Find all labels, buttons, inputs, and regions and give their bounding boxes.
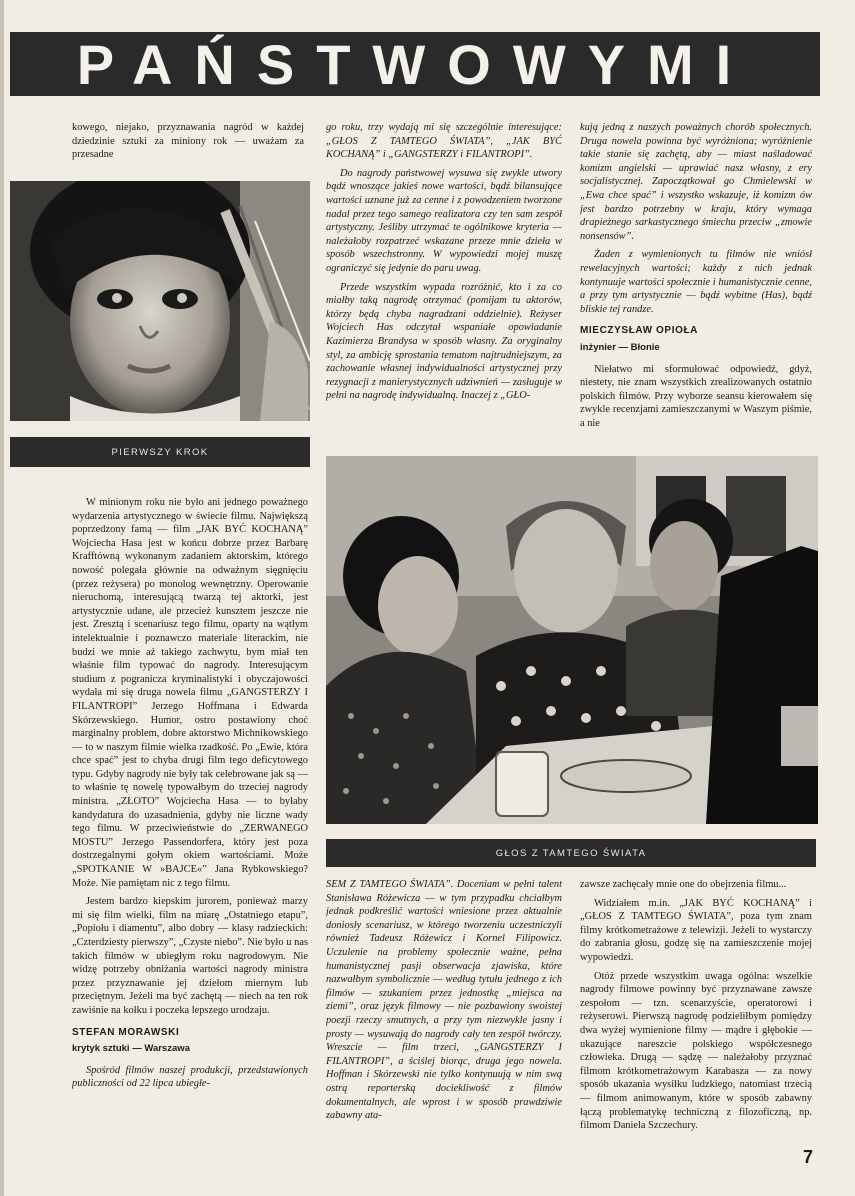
- photo-girl-with-violin: [10, 181, 310, 421]
- paragraph: Jestem bardzo kiepskim jurorem, ponieważ marzy mi się film wielki, film na miarę „Ostatniego etapu”, „Popiołu i diamentu”, albo dobry — klasy radzieckich: „Czterdziesty pierwszy”, „Czyste niebo”. Nie było u nas takich filmów w ubiegłym roku nagrodowym. Nie widzę potrzeby obniżania wartości nagrody ministra przez przyznawanie jej dziełom miernym lub przeciętnym. Jeżeli ma być zachętą — niech na ten rok zawiśnie na kołku i poczeka lepszego urodzaju.: [72, 896, 308, 1016]
- author-role: krytyk sztuki — Warszawa: [72, 1043, 190, 1055]
- page-title: PAŃSTWOWYMI: [10, 32, 820, 96]
- column-3-top: [580, 121, 812, 437]
- column-2-bottom: [326, 878, 562, 1148]
- paragraph: Do nagrody państwowej wysuwa się zwykle utwory bądź wnoszące jakieś nowe wartości, bądź bilansujące wartości uznane już za cenne i z powodzeniem tworzone nadal przez tego samego realizatora czy ten sam zespół artystyczny. Jeśliby utrzymać te ogólnikowe kryteria — należałoby rozpatrzeć wskazane przeze mnie dzieła w sposób wszechstronny. W wypowiedzi mojej muszę ograniczyć się jedynie do paru uwag.: [326, 167, 562, 274]
- photo-three-characters: [326, 456, 818, 824]
- paragraph: Niełatwo mi sformułować odpowiedź, gdyż, niestety, nie znam wszystkich zrealizowanych ostatnio polskich filmów. Przy wyborze seansu kierowałem się zwykle recenzjami zamieszczanymi w Waszym piśmie, a nie: [580, 363, 812, 429]
- caption-bar-glos-z-tamtego-swiata: GŁOS Z TAMTEGO ŚWIATA: [326, 839, 816, 867]
- column-1-top: [72, 121, 304, 171]
- caption-bar-pierwszy-krok: PIERWSZY KROK: [10, 437, 310, 467]
- author-name: STEFAN MORAWSKI: [72, 1026, 180, 1038]
- paragraph: SEM Z TAMTEGO ŚWIATA”. Doceniam w pełni talent Stanisława Różewicza — w tym przypadku chciałbym jednak podkreślić wartości wniesione przez aktualnie doniosły scenariusz, w którego tworzeniu uczestniczyli również Tadeusz Różewicz i Kornel Filipowicz. Uczulenie na problemy społecznie ważne, pełna humanistycznej pasji obserwacja zjawiska, które nazwałbym symbolicznie — według tytułu jednego z ich filmów — szukaniem przez jednostkę „miejsca na ziemi”, oraz język filmowy — nie pozbawiony swoistej poezji rzeczy smutnych, a przy tym niezwykle jasny i prosty — wysuwają do nagrody cały ten zespół twórczy. Wreszcie — film trzeci, „GANGSTERZY I FILANTROPI”, a ściślej biorąc, druga jego nowela. Hoffman i Skórzewski nie tylko kontynuują w nim swą ostrą reporterską dociekliwość z filmów dokumentalnych, ale wprost i w sposób prawdziwie zabawny ata-: [326, 879, 562, 1122]
- paragraph: Żaden z wymienionych tu filmów nie wniósł rewelacyjnych wartości; każdy z nich jednak kontynuuje wartości społecznie i humanistycznie cenne, a przy tym artystycznie — bądź wybitne (Has), bądź bliskie tej randze.: [580, 249, 812, 315]
- column-3-bottom: [580, 878, 812, 1144]
- paragraph: Widziałem m.in. „JAK BYĆ KOCHANĄ” i „GŁOS Z TAMTEGO ŚWIATA”, poza tym znam filmy krótkometrażowe z telewizji. Jeżeli to wystarczy do zabrania głosu, godzę się na zamieszczenie mojej wypowiedzi.: [580, 897, 812, 963]
- paragraph: Otóż przede wszystkim uwaga ogólna: wszelkie nagrody filmowe powinny być przyznawane zawsze zespołom — tzn. scenarzyście, operatorowi i reżyserowi. Pierwszą nagrodę podzieliłbym pomiędzy dwa wyżej wymienione filmy — mądre i głębokie — ukazujące nareszcie polskiego współczesnego człowieka. Drugą — sądzę — należałoby przyznać filmom krótkometrażowym Karabasza — za nowy sposób ukazania wysiłku ludzkiego, natomiast trzecią — filmom animowanym, które w sposób zabawny łączą problematykę techniczną z filozoficzną, np. filmom Daniela Szczechury.: [580, 970, 812, 1132]
- column-1-bottom: [72, 496, 308, 1148]
- paragraph: go roku, trzy wydają mi się szczególnie interesujące: „GŁOS Z TAMTEGO ŚWIATA”, „JAK BYĆ KOCHANĄ” i „GANGSTERZY i FILANTROPI”.: [326, 122, 562, 161]
- author-role: inżynier — Błonie: [580, 341, 660, 353]
- paragraph: W minionym roku nie było ani jednego poważnego wydarzenia artystycznego w świecie filmu. Największą poprzedzony famą — film „JAK BYĆ KOCHANĄ” Wojciecha Hasa jest w końcu dobrze przez Barbarę Krafftówną wykonanym zadaniem aktorskim, którego nowość polegała głównie na odważnym sięgnięciu (przez reżysera) po monolog wewnętrzny. Operowanie nieruchomą, interesującą twarzą tej aktorki, jest artystycznie udane, ale przecież kunsztem jeszcze nie jest. Zresztą i scenariusz tego filmu, oparty na wątłym intelektualnie i poznawczo materiale literackim, nie budzi we mnie aż takiego zachwytu, bym miał ten właśnie film typować do nagrody. Interesującym studium z pogranicza kryminalistyki i obyczajowości wydała mi się druga nowela filmu „GANGSTERZY I FILANTROPI” Jerzego Hoffmana i Edwarda Skórzewskiego. Humor, ostro postawiony choć marginalny problem, dobre aktorstwo Michnikowskiego — to w naszym filmie wielka rzadkość. Po „Ewie, która chce spać” jest to chyba drugi film tego deficytowego typu. Gdyby nagrody nie były tak celebrowane jak są — to właśnie tę nowelę typowałbym do trzeciej nagrody ministra. „ZŁOTO” Wojciecha Hasa — to byłaby kandydatura do uzasadnienia, gdyby nie liczne wady tego filmu. W przeciwieństwie do „ZERWANEGO MOSTU” Jerzego Passendorfera, który jest poza dostrzegalnymi gołym okiem wartościami. Może „SPOTKANIE W »BAJCE«” Jana Rybkowskiego? Może. Nie pamiętam nic z tego filmu.: [72, 497, 308, 889]
- author-name: MIECZYSŁAW OPIOŁA: [580, 325, 698, 337]
- paragraph: Spośród filmów naszej produkcji, przedstawionych publiczności od 22 lipca ubiegłe-: [72, 1064, 308, 1090]
- paragraph: kowego, niejako, przyznawania nagród w każdej dziedzinie sztuki za miniony rok — uważam za przesadne: [72, 122, 304, 161]
- paragraph: kują jedną z naszych poważnych chorób społecznych. Druga nowela powinna być wyróżniona; wyróżnienie takie stanie się zachętą, aby — miast naśladować komizm angielski — uprawiać nasz własny, z ery socjalistycznej. Zapoczątkował go Chmielewski w „Ewa chce spać” i wszystko wskazuje, iż komizm ów jest bardzo potrzebny w kraju, który wymaga drapieżnego sarkastycznego śmiechu przeciw „zmowie nonsensów”.: [580, 122, 812, 242]
- page-number: 7: [802, 1147, 813, 1167]
- page-edge: [0, 0, 4, 1196]
- paragraph: Przede wszystkim wypada rozróżnić, kto i za co miałby taką nagrodę otrzymać (pomijam tu aktorów, którzy będą chyba nagradzani oddzielnie). Reżyser Wojciech Has odczytał wspaniałe opowiadanie Kazimierza Brandysa w sposób własny. Za oryginalny styl, za ambicję sprostania tematom najtrudniejszym, za zachowanie własnej indywidualności artystycznej przy rezygnacji z manierystycznych udziwnień — zasługuje w pełni na nagrodę indywidualną. Inaczej z „GŁO-: [326, 281, 562, 402]
- paragraph: zawsze zachęcały mnie one do obejrzenia filmu...: [580, 879, 787, 890]
- column-2-top: [326, 121, 562, 439]
